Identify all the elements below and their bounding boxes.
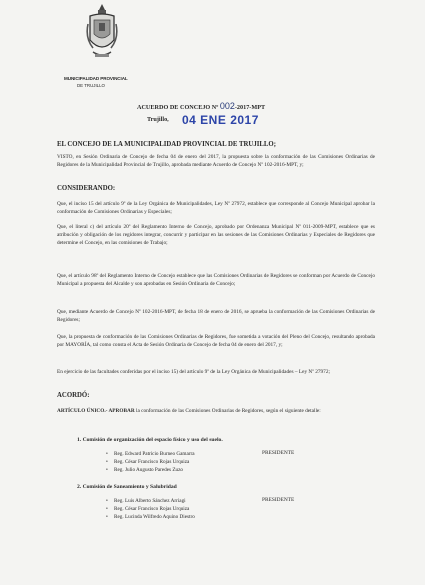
articulo-paragraph: [57, 408, 375, 416]
considerando-paragraph-1: Que, el inciso 15 del artículo 9º de la Ley Orgánica de Municipalidades, Ley Nº 27972, establece que corresponde al Concejo Municipal aprobar la conformación de Comisiones Ordinarias y Especiales;: [57, 201, 375, 215]
commission-2-member-3: • Reg. Lucinda Wilfredo Aquino Diestro: [106, 514, 195, 520]
bullet-icon: •: [106, 506, 108, 512]
commission-2-role: PRESIDENTE: [262, 497, 295, 503]
municipal-coat-of-arms-logo: [85, 2, 119, 72]
bullet-icon: •: [106, 498, 108, 504]
agreement-number: 002: [219, 101, 235, 111]
bullet-icon: •: [106, 514, 108, 520]
considerando-paragraph-5: Que, la propuesta de conformación de las Comisiones Ordinarias de Regidores, fue sometida a votación del Pleno del Concejo, resultando aprobada por MAYORÍA, tal como consta el Acta de Sesión Ordinaria de Concejo de fecha 04 de enero del 2017, y;: [57, 334, 375, 348]
date-stamp: 04 ENE 2017: [182, 113, 259, 127]
acordo-heading: ACORDÓ:: [57, 392, 90, 399]
considerando-paragraph-6: En ejercicio de las facultades conferidas por el inciso 15) del artículo 9º de la Ley Orgánica de Municipalidades – Ley Nº 27972;: [57, 369, 330, 375]
bullet-icon: •: [106, 459, 108, 465]
institution-name: MUNICIPALIDAD PROVINCIAL: [64, 76, 128, 81]
institution-city: DE TRUJILLO: [77, 83, 105, 88]
considerando-paragraph-4: Que, mediante Acuerdo de Concejo Nº 102-2016-MPT, de fecha 18 de enero de 2016, se aprueba la conformación de las Comisiones Ordinarias de Regidores;: [57, 309, 375, 323]
considerando-heading: CONSIDERANDO:: [57, 185, 116, 192]
bullet-icon: •: [106, 451, 108, 457]
considerando-paragraph-3: Que, el artículo 98º del Reglamento Interno de Concejo establece que las Comisiones Ordinarias de Regidores se conforman por Acuerdo de Concejo Municipal a propuesta del Alcalde y son aprobadas en Sesión Ordinaria de Concejo;: [57, 273, 375, 287]
agreement-suffix: -2017-MPT: [234, 104, 266, 111]
commission-title-2: 2. Comisión de Saneamiento y Salubridad: [77, 484, 177, 490]
considerando-paragraph-2: Que, el literal c) del artículo 20º del Reglamento Interno de Concejo, aprobado por Ordenanza Municipal Nº 011-2009-MPT, establece que es atribución y obligación de los regidores integrar, concurrir y participar en las sesiones de las Comisiones Ordinarias y Especiales de Regidores que determine el Concejo, en las comisiones de Trabajo;: [57, 224, 375, 246]
articulo-text: la conformación de las Comisiones Ordinarias de Regidores, según el siguiente detalle:: [134, 408, 321, 414]
agreement-title: [137, 101, 265, 111]
bullet-icon: •: [106, 467, 108, 473]
commission-2-member-2: • Reg. César Francisco Rojas Urquiza: [106, 506, 190, 512]
commission-1-member-2: • Reg. César Francisco Rojas Urquiza: [106, 459, 190, 465]
commission-2-member-1: • Reg. Luis Alberto Sánchez Arriagi: [106, 498, 186, 504]
place-label: Trujillo,: [147, 116, 169, 123]
commission-1-member-3: • Reg. Julio Augusto Paredes Zuzo: [106, 467, 184, 473]
council-heading: EL CONCEJO DE LA MUNICIPALIDAD PROVINCIAL DE TRUJILLO;: [57, 141, 276, 148]
visto-paragraph: VISTO, en Sesión Ordinaria de Concejo de fecha 04 de enero del 2017, la propuesta sobre la conformación de las Comisiones Ordinarias de Regidores de la Municipalidad Provincial de Trujillo, aprobada mediante Acuerdo de Concejo Nº 102-2016-MPT, y;: [57, 154, 375, 168]
agreement-prefix: ACUERDO DE CONCEJO Nº: [137, 104, 219, 111]
commission-title-1: 1. Comisión de organización del espacio físico y uso del suelo.: [77, 437, 223, 443]
articulo-lead: ARTÍCULO ÚNICO.- APROBAR: [57, 408, 135, 414]
commission-1-role: PRESIDENTE: [262, 450, 295, 456]
commission-1-member-1: • Reg. Edward Patricio Burneo Gamarra: [106, 451, 195, 457]
